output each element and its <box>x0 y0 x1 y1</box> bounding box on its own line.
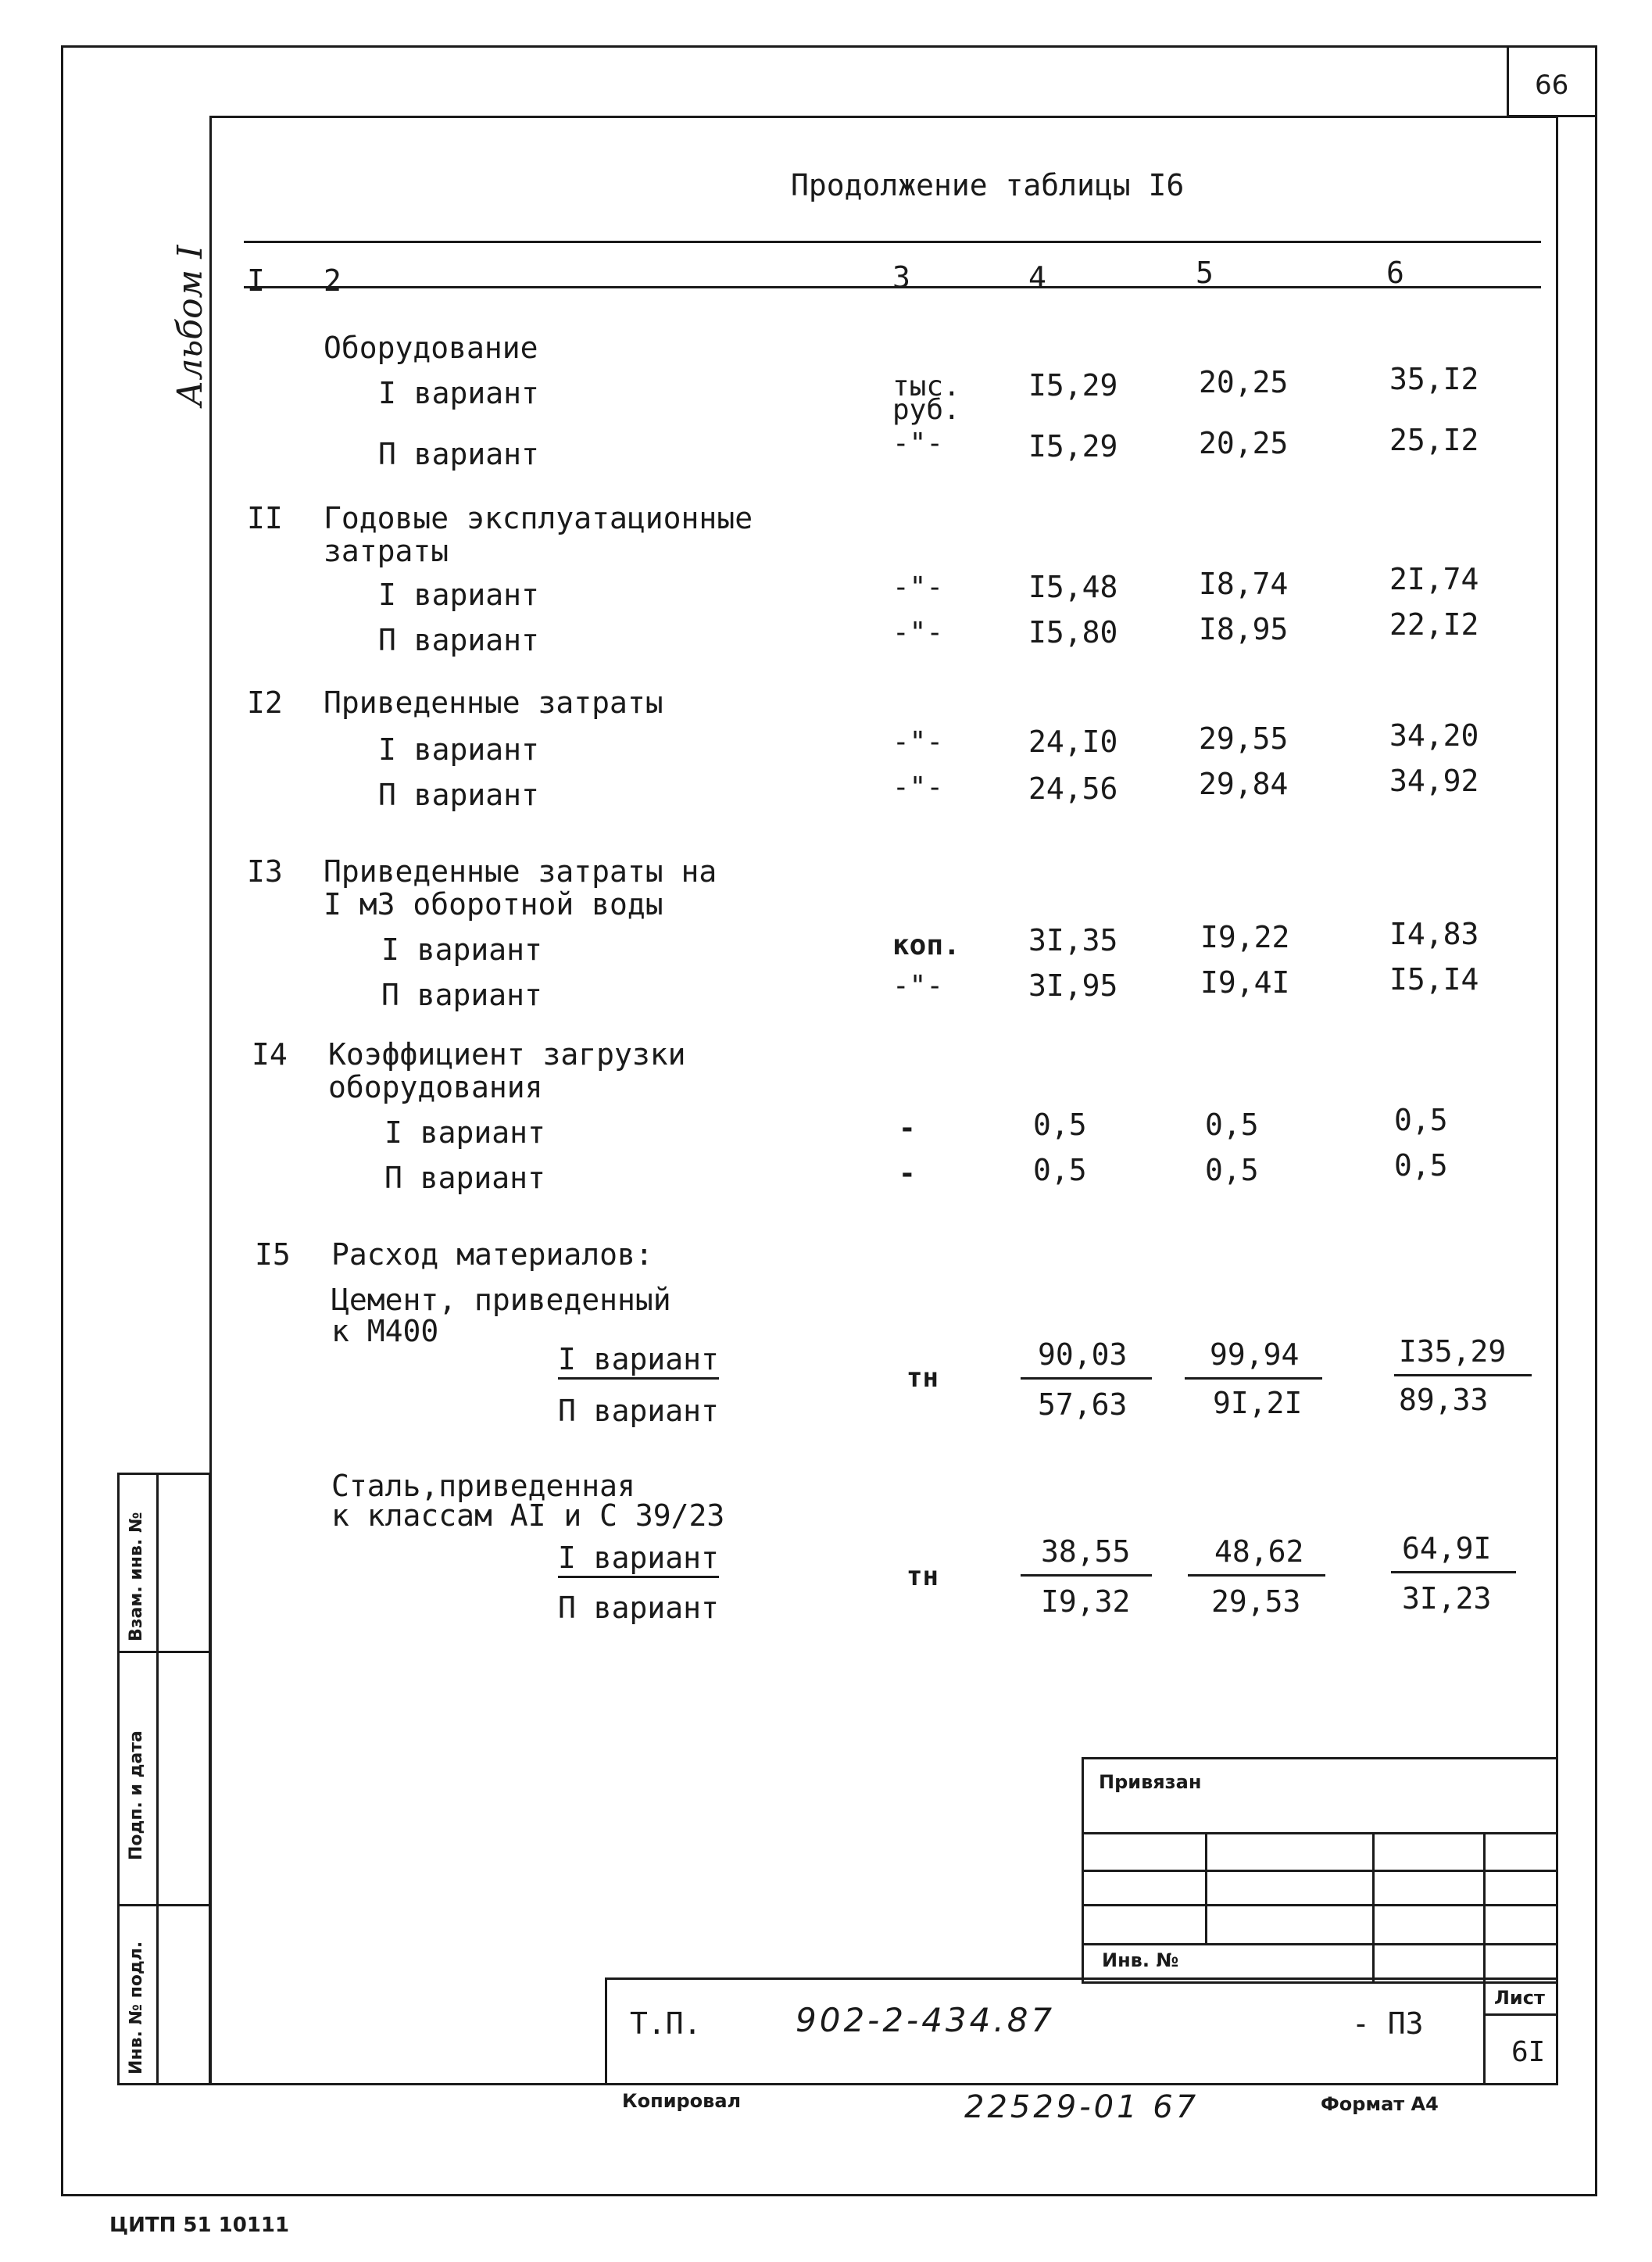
privyazan-vline1 <box>1205 1832 1207 1943</box>
equipment-v2-c4: I5,29 <box>1028 429 1118 463</box>
s12-num: I2 <box>247 685 283 720</box>
steel-v2-c4: I9,32 <box>1041 1584 1131 1619</box>
equipment-v1-c5: 20,25 <box>1199 365 1289 399</box>
inv-no-label: Инв. № <box>1102 1949 1179 1971</box>
steel-v2-c5: 29,53 <box>1211 1584 1301 1619</box>
s14-v1-c4: 0,5 <box>1033 1108 1087 1142</box>
s11-v2-c5: I8,95 <box>1199 612 1289 646</box>
col-header-4: 4 <box>1028 260 1046 295</box>
col-header-5: 5 <box>1196 256 1214 290</box>
steel-label1: Сталь,приведенная <box>331 1469 635 1503</box>
cement-v2-c5: 9I,2I <box>1213 1386 1303 1420</box>
side-podp-label: Подп. и дата <box>127 1731 146 1860</box>
side-invpodl-label: Инв. № подл. <box>127 1941 146 2074</box>
album-label: Альбом I <box>170 245 210 406</box>
s11-label1: Годовые эксплуатационные <box>324 501 753 535</box>
s12-v1-c5: 29,55 <box>1199 721 1289 756</box>
s13-v2-c6: I5,I4 <box>1389 962 1479 997</box>
col-header-1: I <box>247 263 265 298</box>
steel-c5-fraction-bar <box>1188 1574 1325 1577</box>
s12-v2-c4: 24,56 <box>1028 771 1118 806</box>
s14-v2-label: П вариант <box>384 1161 545 1195</box>
s12-v2-unit: -"- <box>892 771 944 804</box>
cement-c4-fraction-bar <box>1021 1377 1152 1380</box>
s14-v1-unit: - <box>899 1112 916 1144</box>
s14-v2-unit: - <box>899 1158 916 1190</box>
steel-v2-c6: 3I,23 <box>1402 1581 1492 1616</box>
s12-v1-unit: -"- <box>892 726 944 758</box>
equipment-v2-c5: 20,25 <box>1199 426 1289 460</box>
steel-v2-label: П вариант <box>558 1591 719 1625</box>
s13-v2-c4: 3I,95 <box>1028 968 1118 1003</box>
s15-num: I5 <box>255 1237 291 1272</box>
s11-v1-label: I вариант <box>378 578 539 612</box>
s13-v1-unit: коп. <box>892 929 960 961</box>
cement-v1-c4: 90,03 <box>1038 1337 1128 1372</box>
col-header-2: 2 <box>324 263 341 298</box>
s12-v1-label: I вариант <box>378 732 539 767</box>
privyazan-hline1 <box>1082 1832 1558 1834</box>
privyazan-vline2 <box>1372 1832 1375 1984</box>
col-header-3: 3 <box>892 260 910 295</box>
sheet-cell-hline <box>1483 2013 1558 2016</box>
s11-v1-c6: 2I,74 <box>1389 562 1479 596</box>
page-number: 66 <box>1535 70 1569 101</box>
cement-v1-c5: 99,94 <box>1210 1337 1300 1372</box>
s11-v1-unit: -"- <box>892 571 944 603</box>
s13-v1-label: I вариант <box>381 932 542 967</box>
s11-v2-unit: -"- <box>892 617 944 649</box>
privyazan-hline3 <box>1082 1904 1558 1906</box>
sheet-cell-divider <box>1483 1977 1486 2085</box>
kopiroval-label: Копировал <box>622 2090 742 2112</box>
format-label: Формат А4 <box>1321 2093 1439 2115</box>
s15-label1: Расход материалов: <box>331 1237 653 1272</box>
s13-v2-c5: I9,4I <box>1200 965 1290 1000</box>
s14-num: I4 <box>252 1037 288 1072</box>
equipment-label: Оборудование <box>324 331 538 365</box>
side-stamp-divider <box>156 1473 159 2085</box>
equipment-v2-label: П вариант <box>378 437 539 471</box>
s14-v1-c6: 0,5 <box>1394 1103 1448 1137</box>
steel-v1-c5: 48,62 <box>1214 1534 1304 1569</box>
header-top-rule <box>244 241 1541 243</box>
bottom-code: ЦИТП 51 10111 <box>109 2214 290 2237</box>
s11-label2: затраты <box>324 534 449 568</box>
order-number: 22529-01 67 <box>964 2089 1200 2125</box>
s13-label2: I м3 оборотной воды <box>324 887 663 922</box>
s12-v2-label: П вариант <box>378 778 539 812</box>
table-title: Продолжение таблицы I6 <box>791 168 1185 202</box>
s14-v2-c5: 0,5 <box>1205 1153 1259 1187</box>
equipment-v1-c6: 35,I2 <box>1389 362 1479 396</box>
side-stamp-row1 <box>117 1651 211 1653</box>
s12-v1-c6: 34,20 <box>1389 718 1479 753</box>
steel-c4-fraction-bar <box>1021 1574 1152 1577</box>
privyazan-vline3 <box>1483 1832 1486 1984</box>
equipment-unit: тыс. руб. <box>892 370 960 426</box>
cement-v2-label: П вариант <box>558 1394 719 1428</box>
equipment-v1-label: I вариант <box>378 376 539 410</box>
doc-suffix: - ПЗ <box>1352 2006 1424 2041</box>
doc-code: 902-2-434.87 <box>796 2001 1056 2039</box>
s11-v2-c4: I5,80 <box>1028 615 1118 650</box>
s13-v2-unit: -"- <box>892 970 944 1002</box>
s14-v2-c6: 0,5 <box>1394 1148 1448 1183</box>
side-vzam-label: Взам. инв. № <box>127 1512 146 1641</box>
privyazan-label: Привязан <box>1099 1771 1202 1793</box>
cement-label2: к М400 <box>331 1314 439 1348</box>
s12-v1-c4: 24,I0 <box>1028 725 1118 759</box>
steel-label2: к классам AI и С 39/23 <box>331 1498 725 1533</box>
s11-v1-c5: I8,74 <box>1199 567 1289 601</box>
cement-v2-c4: 57,63 <box>1038 1387 1128 1422</box>
s13-num: I3 <box>247 854 283 889</box>
col-header-6: 6 <box>1386 256 1404 290</box>
cement-v2-c6: 89,33 <box>1399 1383 1489 1417</box>
s14-label2: оборудования <box>328 1070 543 1104</box>
s14-v1-label: I вариант <box>384 1115 545 1150</box>
steel-unit: тн <box>906 1561 939 1592</box>
s11-v1-c4: I5,48 <box>1028 570 1118 604</box>
sheet-number: 6I <box>1511 2036 1546 2068</box>
side-stamp-row2 <box>117 1904 211 1906</box>
s13-v1-c4: 3I,35 <box>1028 923 1118 957</box>
doc-prefix: Т.П. <box>630 2006 702 2041</box>
cement-v1-label: I вариант <box>558 1344 719 1380</box>
steel-c6-fraction-bar <box>1391 1571 1516 1573</box>
s11-v2-label: П вариант <box>378 623 539 657</box>
equipment-v2-unit: -"- <box>892 428 944 460</box>
s13-v1-c6: I4,83 <box>1389 917 1479 951</box>
s11-num: II <box>247 501 283 535</box>
s12-v2-c5: 29,84 <box>1199 767 1289 801</box>
cement-v1-c6: I35,29 <box>1399 1334 1507 1369</box>
steel-v1-label: I вариант <box>558 1543 719 1578</box>
s13-v2-label: П вариант <box>381 978 542 1012</box>
cement-unit: тн <box>906 1362 939 1394</box>
s12-label1: Приведенные затраты <box>324 685 663 720</box>
equipment-v2-c6: 25,I2 <box>1389 423 1479 457</box>
sheet-label: Лист <box>1494 1987 1545 2009</box>
cement-label1: Цемент, приведенный <box>331 1283 671 1317</box>
steel-v1-c6: 64,9I <box>1402 1531 1492 1566</box>
cement-c5-fraction-bar <box>1185 1377 1322 1380</box>
s13-v1-c5: I9,22 <box>1200 920 1290 954</box>
s12-v2-c6: 34,92 <box>1389 764 1479 798</box>
privyazan-hline2 <box>1082 1870 1558 1872</box>
equipment-v1-c4: I5,29 <box>1028 368 1118 403</box>
cement-c6-fraction-bar <box>1394 1374 1532 1376</box>
s14-v2-c4: 0,5 <box>1033 1153 1087 1187</box>
s13-label1: Приведенные затраты на <box>324 854 717 889</box>
privyazan-hline4 <box>1082 1943 1558 1945</box>
s14-label1: Коэффициент загрузки <box>328 1037 686 1072</box>
steel-v1-c4: 38,55 <box>1041 1534 1131 1569</box>
s14-v1-c5: 0,5 <box>1205 1108 1259 1142</box>
s11-v2-c6: 22,I2 <box>1389 607 1479 642</box>
